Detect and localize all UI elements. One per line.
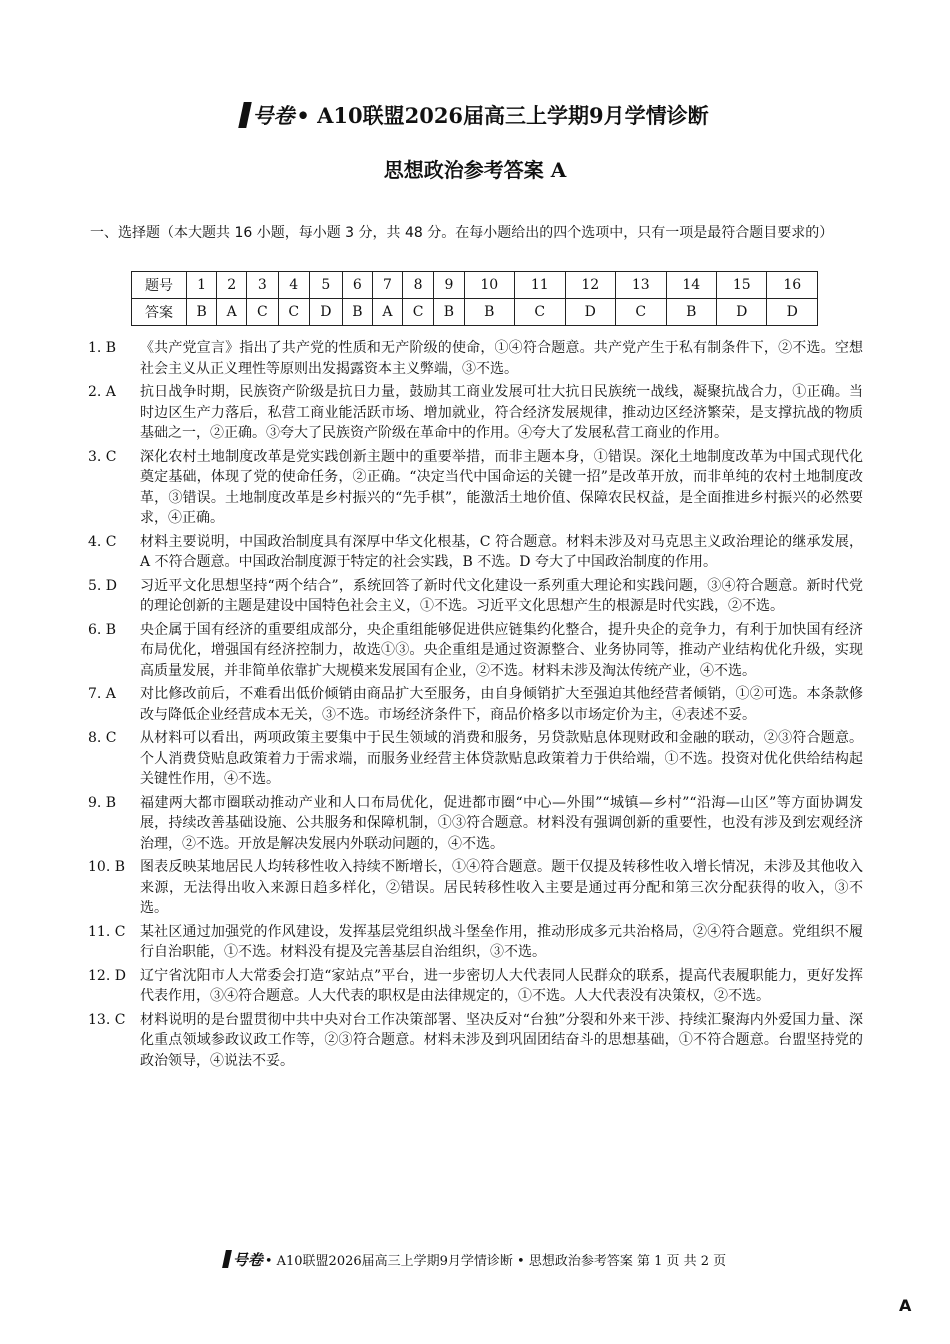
answer-table	[131, 271, 818, 326]
question-number: 13. C	[88, 1011, 126, 1028]
table-cell: C	[402, 299, 433, 326]
question-explanation: 央企属于国有经济的重要组成部分，央企重组能够促进供应链集约化整合，提升央企的竞争力，有利于加快国有经济布局优化，增强国有经济控制力，故选①③。央企重组是通过资源整合、业务协同等，推动产业结构优化升级，实现高质量发展，并非简单依靠扩大规模来发展国有企业，②不选。材料未涉及淘汰传统产业，④不选。	[140, 621, 863, 679]
table-cell: B	[434, 299, 464, 326]
section-heading: 一、选择题（本大题共 16 小题，每小题 3 分，共 48 分。在每小题给出的四个选项中，只有一项是最符合题目要求的）	[90, 225, 834, 241]
question-explanation: 辽宁省沈阳市人大常委会打造“家站点”平台，进一步密切人大代表同人民群众的联系，提高代表履职能力，更好发挥代表作用，③④符合题意。人大代表的职权是由法律规定的，①不选。人大代表没有决策权，②不选。	[140, 967, 863, 1004]
table-cell: 5	[309, 272, 342, 299]
question-number: 1. B	[88, 340, 117, 356]
list-item	[88, 382, 863, 444]
list-item	[88, 728, 863, 790]
table-cell: A	[373, 299, 403, 326]
table-header-cell: 题号	[132, 272, 187, 299]
table-row-answers	[132, 299, 818, 326]
question-number: 12. D	[88, 967, 126, 984]
table-row-numbers	[132, 272, 818, 299]
explanation-list	[88, 338, 863, 1074]
table-cell: C	[515, 299, 565, 326]
question-explanation: 《共产党宣言》指出了共产党的性质和无产阶级的使命，①④符合题意。共产党产生于私有制条件下，②不选。空想社会主义从正义理性等原则出发揭露资本主义弊端，③不选。	[140, 340, 863, 377]
table-cell: B	[342, 299, 372, 326]
question-number: 5. D	[88, 577, 118, 594]
table-cell: 10	[464, 272, 514, 299]
question-number: 8. C	[88, 730, 117, 746]
list-item	[88, 684, 863, 725]
title-text: • A10联盟2026届高三上学期9月学情诊断	[296, 103, 709, 128]
question-explanation: 福建两大都市圈联动推动产业和人口布局优化，促进都市圈“中心—外围”“城镇—乡村”“沿海—山区”等方面协调发展，持续改善基础设施、公共服务和保障机制，①③符合题意。材料没有强调创新的重要性，也没有涉及到宏观经济治理，②不选。开放是解决发展内外联动问题的，④不选。	[140, 794, 863, 852]
table-cell: 6	[342, 272, 372, 299]
question-explanation: 材料主要说明，中国政治制度具有深厚中华文化根基，C 符合题意。材料未涉及对马克思主义政治理论的继承发展，A 不符合题意。中国政治制度源于特定的社会实践，B 不选。D 夸大了中国政治制度的作用。	[140, 533, 863, 570]
page-footer	[0, 1250, 950, 1272]
list-item	[88, 576, 863, 617]
table-cell: 16	[767, 272, 818, 299]
table-cell: D	[309, 299, 342, 326]
table-cell: 1	[187, 272, 217, 299]
list-item	[88, 966, 863, 1007]
question-number: 6. B	[88, 621, 117, 638]
table-cell: 3	[247, 272, 278, 299]
question-number: 7. A	[88, 686, 116, 702]
table-cell: 15	[716, 272, 766, 299]
table-cell: C	[247, 299, 278, 326]
logo-text: 号卷	[252, 103, 295, 128]
table-cell: C	[616, 299, 666, 326]
list-item	[88, 1010, 863, 1072]
list-item	[88, 338, 863, 379]
question-explanation: 图表反映某地居民人均转移性收入持续不断增长，①④符合题意。题干仅提及转移性收入增长情况，未涉及其他收入来源，无法得出收入来源日趋多样化，②错误。居民转移性收入主要是通过再分配和第三次分配获得的收入，③不选。	[140, 859, 863, 916]
footer-logo-text: 号卷	[232, 1251, 263, 1269]
list-item	[88, 857, 863, 919]
question-number: 10. B	[88, 859, 126, 875]
question-explanation: 从材料可以看出，两项政策主要集中于民生领域的消费和服务，另贷款贴息体现财政和金融的联动，②③符合题意。个人消费贷贴息政策着力于需求端，而服务业经营主体贷款贴息政策着力于供给端，①不选。投资对优化供给结构起关键性作用，④不选。	[140, 730, 863, 787]
list-item	[88, 922, 863, 963]
list-item	[88, 620, 863, 682]
table-cell: 14	[666, 272, 716, 299]
version-mark: A	[899, 1296, 912, 1315]
question-explanation: 抗日战争时期，民族资产阶级是抗日力量，鼓励其工商业发展可壮大抗日民族统一战线，凝聚抗战合力，①正确。当时边区生产力落后，私营工商业能活跃市场、增加就业，符合经济发展规律，推动边区经济繁荣，是支撑抗战的物质基础之一，②正确。③夸大了民族资产阶级在革命中的作用。④夸大了发展私营工商业的作用。	[140, 384, 863, 441]
footer-logo	[224, 1250, 263, 1270]
table-cell: 9	[434, 272, 464, 299]
question-number: 3. C	[88, 448, 117, 465]
page-subtitle: 思想政治参考答案 A	[383, 158, 567, 182]
question-explanation: 深化农村土地制度改革是党实践创新主题中的重要举措，而非主题本身，①错误。深化土地制度改革为中国式现代化奠定基础，体现了党的使命任务，②正确。“决定当代中国命运的关键一招”是改革开放，而非单纯的农村土地制度改革，③错误。土地制度改革是乡村振兴的“先手棋”，能激活土地价值、保障农民权益，是全面推进乡村振兴的必然要求，④正确。	[140, 448, 863, 526]
table-cell: 8	[402, 272, 433, 299]
table-cell: D	[767, 299, 818, 326]
table-cell: 12	[565, 272, 615, 299]
question-explanation: 习近平文化思想坚持“两个结合”，系统回答了新时代文化建设一系列重大理论和实践问题，③④符合题意。新时代党的理论创新的主题是建设中国特色社会主义，①不选。习近平文化思想产生的根源是时代实践，②不选。	[140, 577, 863, 614]
list-item	[88, 532, 863, 573]
question-number: 11. C	[88, 923, 126, 940]
logo-mark-icon	[222, 1250, 232, 1268]
table-cell: A	[217, 299, 247, 326]
table-header-cell: 答案	[132, 299, 187, 326]
question-number: 9. B	[88, 794, 117, 811]
logo-mark-icon	[239, 102, 253, 128]
list-item	[88, 447, 863, 529]
question-explanation: 材料说明的是台盟贯彻中共中央对台工作决策部署、坚决反对“台独”分裂和外来干涉、持续汇聚海内外爱国力量、深化重点领域参政议政工作等，②③符合题意。材料未涉及到巩固团结奋斗的思想基础，①不符合题意。台盟坚持党的政治领导，④说法不妥。	[140, 1011, 863, 1069]
question-explanation: 某社区通过加强党的作风建设，发挥基层党组织战斗堡垒作用，推动形成多元共治格局，②④符合题意。党组织不履行自治职能，①不选。材料没有提及完善基层自治组织，③不选。	[140, 923, 863, 960]
table-cell: 7	[373, 272, 403, 299]
table-cell: B	[187, 299, 217, 326]
table-cell: D	[565, 299, 615, 326]
question-number: 2. A	[88, 384, 116, 400]
footer-text: • A10联盟2026届高三上学期9月学情诊断 • 思想政治参考答案 第 1 页 共 2 页	[264, 1254, 727, 1269]
table-cell: 2	[217, 272, 247, 299]
document-title	[0, 100, 950, 132]
table-cell: B	[464, 299, 514, 326]
table-cell: 13	[616, 272, 666, 299]
table-cell: C	[278, 299, 309, 326]
question-explanation: 对比修改前后，不难看出低价倾销由商品扩大至服务，由自身倾销扩大至强迫其他经营者倾销，①②可选。本条款修改与降低企业经营成本无关，③不选。市场经济条件下，商品价格多以市场定价为主，④表述不妥。	[140, 686, 863, 723]
table-cell: D	[716, 299, 766, 326]
list-item	[88, 793, 863, 855]
brand-logo	[241, 100, 294, 132]
table-cell: B	[666, 299, 716, 326]
question-number: 4. C	[88, 533, 117, 550]
table-cell: 4	[278, 272, 309, 299]
table-cell: 11	[515, 272, 565, 299]
